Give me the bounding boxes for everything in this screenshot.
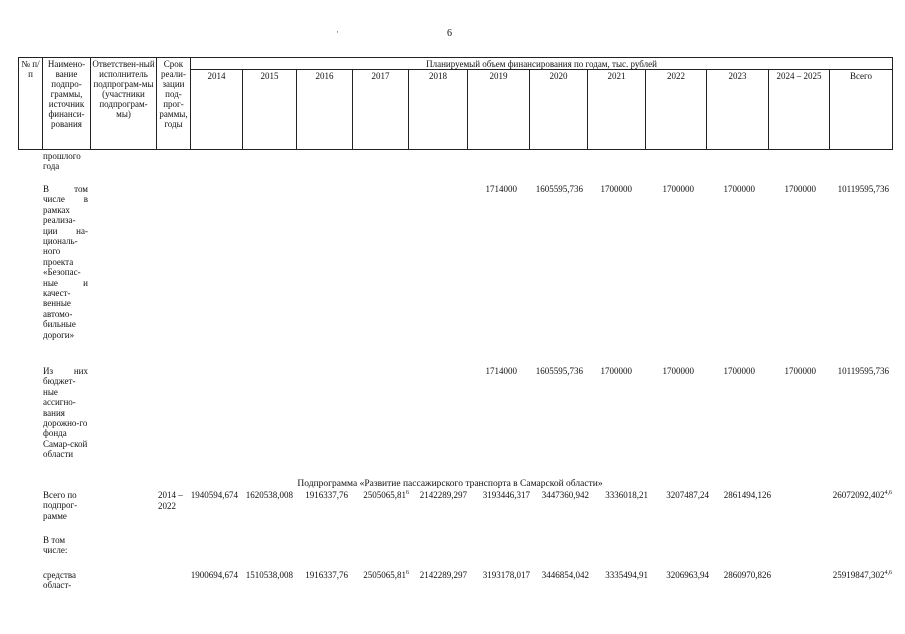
header-year: 2023 — [707, 70, 769, 150]
prev-row-label: прошлого года — [43, 151, 81, 172]
header-total: Всего — [830, 70, 893, 150]
cell-2021: 3335494,91 — [605, 570, 648, 580]
header-col-no: № п/п — [19, 58, 43, 150]
cell-2019: 3193446,317 — [482, 490, 530, 500]
row-label-including: В том числе: — [43, 535, 68, 556]
header-col-plan: Планируемый объем финансирования по годам, тыс. рублей — [191, 58, 893, 70]
cell-total: 10119595,736 — [837, 366, 889, 376]
cell-2023: 2861494,126 — [723, 490, 771, 500]
header-year: 2024 – 2025 — [769, 70, 830, 150]
header-year: 2019 — [468, 70, 530, 150]
cell-2020: 1605595,736 — [535, 184, 583, 194]
header-year: 2018 — [409, 70, 468, 150]
cell-2021: 1700000 — [600, 184, 632, 194]
cell-2014: 1900694,674 — [190, 570, 238, 580]
header-col-executor: Ответствен-ный исполнитель подпрограм-мы (участники подпрограм-мы) — [91, 58, 157, 150]
cell-2020: 1605595,736 — [535, 366, 583, 376]
row-label-subprogram-total: Всего по подпрог-рамме — [43, 490, 78, 521]
row-term: 2014 – 2022 — [158, 490, 183, 511]
header-table — [18, 57, 893, 150]
cell-2015: 1620538,008 — [245, 490, 293, 500]
cell-total: 25919847,302$^{4,6}$ — [832, 570, 892, 580]
cell-2021: 1700000 — [600, 366, 632, 376]
scan-mark: · — [336, 27, 339, 37]
cell-2022: 3206963,94 — [666, 570, 709, 580]
cell-2021: 3336018,21 — [605, 490, 648, 500]
header-year: 2014 — [191, 70, 243, 150]
header-year: 2020 — [530, 70, 588, 150]
cell-2019: 1714000 — [485, 366, 517, 376]
header-year: 2016 — [297, 70, 353, 150]
cell-2017: 2505065,81$^6$ — [363, 570, 409, 580]
header-year: 2015 — [243, 70, 297, 150]
cell-2019: 3193178,017 — [482, 570, 530, 580]
cell-2022: 3207487,24 — [666, 490, 709, 500]
cell-total: 10119595,736 — [837, 184, 889, 194]
row-label-regional-funds: средства област- — [43, 570, 77, 591]
cell-total: 26072092,402$^{4,6}$ — [832, 490, 892, 500]
cell-2022: 1700000 — [662, 366, 694, 376]
row-label-national-project: В том числе в рамках реализа-ции на-циональ-ного проекта «Безопас-ные и качест-венные автомо-бильные дороги» — [43, 184, 88, 340]
subprogram-title: Подпрограмма «Развитие пассажирского транспорта в Самарской области» — [297, 479, 603, 489]
cell-2018: 2142289,297 — [419, 570, 467, 580]
cell-2016: 1916337,76 — [305, 490, 348, 500]
header-year: 2017 — [353, 70, 409, 150]
cell-2024-2025: 1700000 — [784, 366, 816, 376]
cell-2019: 1714000 — [485, 184, 517, 194]
page-number: 6 — [447, 28, 452, 39]
header-col-term: Срок реали-зации под-прог-раммы, годы — [157, 58, 191, 150]
header-col-name: Наимено-вание подпро-граммы, источник финанси-рования — [43, 58, 91, 150]
cell-2020: 3447360,942 — [541, 490, 589, 500]
cell-2014: 1940594,674 — [190, 490, 238, 500]
header-year: 2021 — [588, 70, 646, 150]
cell-2017: 2505065,81$^6$ — [363, 490, 409, 500]
cell-2023: 1700000 — [723, 184, 755, 194]
cell-2016: 1916337,76 — [305, 570, 348, 580]
cell-2023: 1700000 — [723, 366, 755, 376]
cell-2020: 3446854,042 — [541, 570, 589, 580]
cell-2018: 2142289,297 — [419, 490, 467, 500]
cell-2024-2025: 1700000 — [784, 184, 816, 194]
cell-2015: 1510538,008 — [245, 570, 293, 580]
cell-2023: 2860970,826 — [723, 570, 771, 580]
row-label-road-fund: Из них бюджет-ные ассигно-вания дорожно-го фонда Самар-ской области — [43, 366, 88, 460]
header-year: 2022 — [646, 70, 707, 150]
cell-2022: 1700000 — [662, 184, 694, 194]
